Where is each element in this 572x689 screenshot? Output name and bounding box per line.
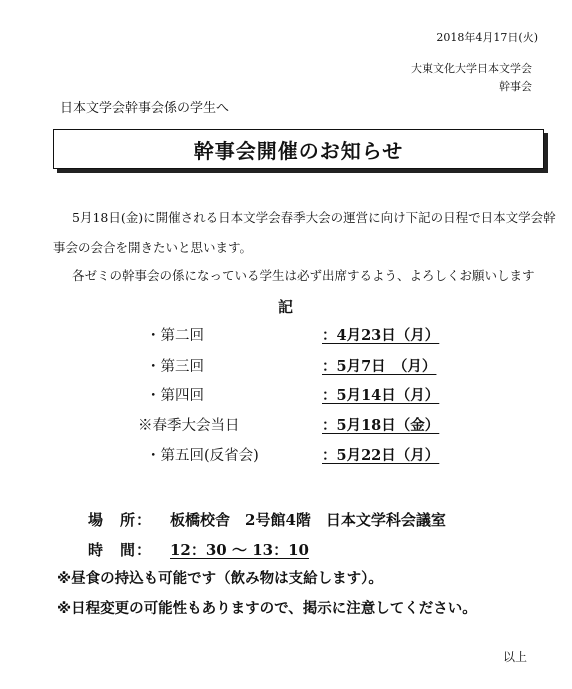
document-title: 幹事会開催のお知らせ — [193, 138, 404, 163]
ki-heading: 記 — [278, 298, 294, 316]
title-box — [53, 129, 544, 169]
schedule-date-3: ：5月14日（月） — [322, 387, 440, 404]
document-date: 2018年4月17日(火) — [436, 31, 538, 44]
closing-mark: 以上 — [502, 650, 527, 664]
schedule-date-1: ：4月23日（月） — [322, 327, 440, 344]
note-lunch: ※昼食の持込も可能です（飲み物は支給します）。 — [57, 571, 383, 587]
schedule-label-4: ※春季大会当日 — [138, 418, 240, 434]
place-value: 板橋校舎 2号館4階 日本文学科会議室 — [170, 511, 446, 529]
schedule-date-5: ：5月22日（月） — [322, 447, 440, 464]
schedule-date-4: ：5月18日（金） — [322, 417, 440, 434]
recipient-line: 日本文学会幹事会係の学生へ — [60, 101, 230, 116]
organization-department: 幹事会 — [499, 80, 532, 93]
organization-name: 大東文化大学日本文学会 — [411, 62, 532, 75]
schedule-label-1: ・第二回 — [146, 328, 204, 344]
schedule-label-5: ・第五回(反省会) — [146, 448, 259, 464]
place-label: 場 所： — [88, 511, 153, 529]
body-paragraph-2: 各ゼミの幹事会の係になっている学生は必ず出席するよう、よろしくお願いします — [72, 268, 535, 283]
schedule-date-2: ：5月7日 （月） — [322, 358, 437, 375]
body-paragraph-1: 5月18日(金)に開催される日本文学会春季大会の運営に向け下記の日程で日本文学会幹 — [72, 210, 556, 225]
schedule-label-2: ・第三回 — [146, 359, 204, 375]
note-schedule-change: ※日程変更の可能性もありますので、掲示に注意してください。 — [57, 601, 477, 617]
body-paragraph-1-cont: 事会の会合を開きたいと思います。 — [53, 240, 253, 255]
time-label: 時 間： — [88, 541, 153, 559]
schedule-label-3: ・第四回 — [146, 388, 204, 404]
time-value: 12：30 ～ 13：10 — [170, 541, 309, 559]
